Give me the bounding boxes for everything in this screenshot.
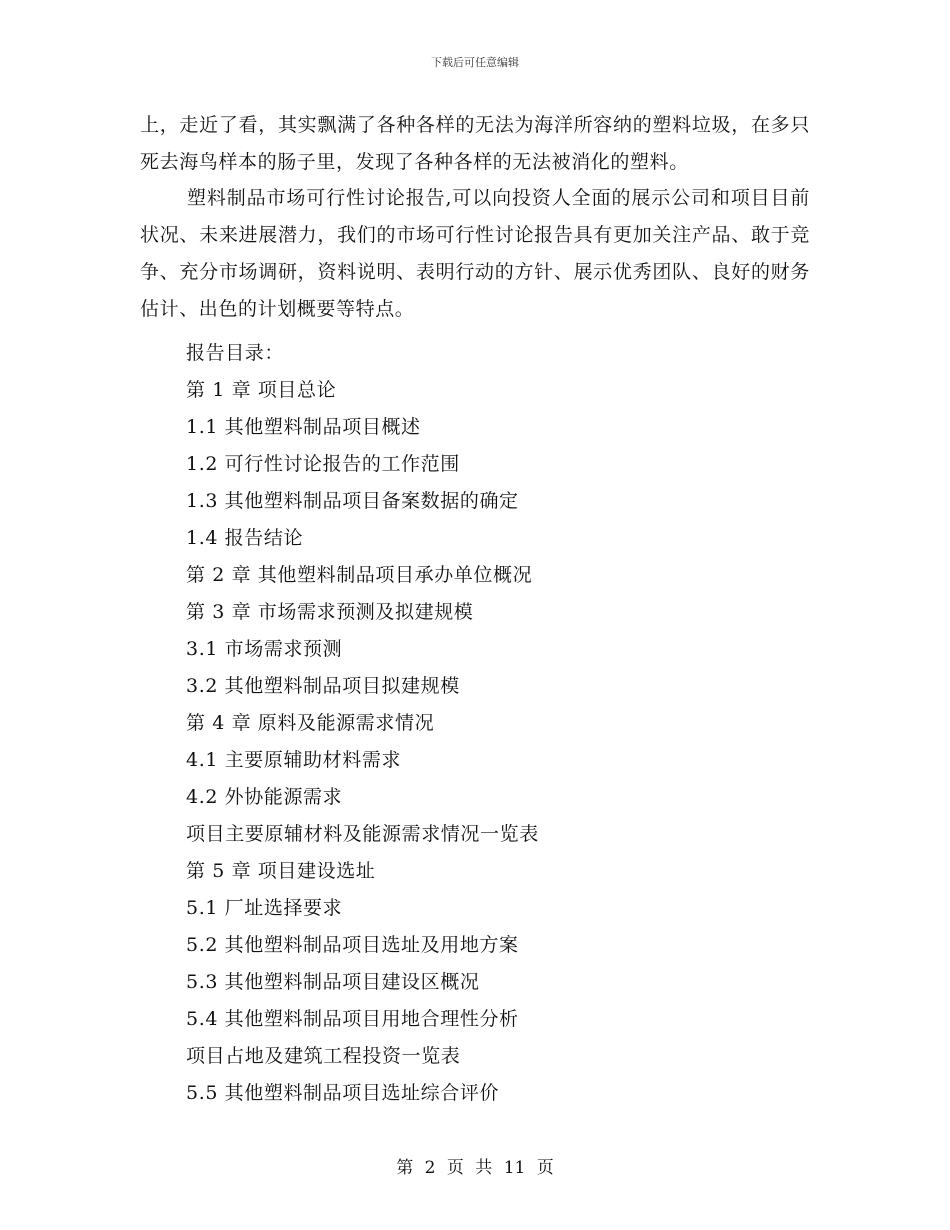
toc-item: 1.4 报告结论 [186,527,304,549]
toc-item: 项目主要原辅材料及能源需求情况一览表 [186,823,539,845]
toc-item: 第 5 章 项目建设选址 [186,860,376,882]
toc-item: 5.1 厂址选择要求 [186,897,343,919]
toc-item: 3.2 其他塑料制品项目拟建规模 [186,675,460,697]
toc-item: 5.5 其他塑料制品项目选址综合评价 [186,1082,500,1104]
toc-item: 第 2 章 其他塑料制品项目承办单位概况 [186,564,533,586]
toc-item: 1.2 可行性讨论报告的工作范围 [186,453,460,475]
toc-item: 4.2 外协能源需求 [186,786,343,808]
toc-item: 项目占地及建筑工程投资一览表 [186,1045,461,1067]
toc-heading: 报告目录： [186,342,285,364]
page-header-note: 下载后可任意编辑 [431,56,519,69]
toc-item: 1.3 其他塑料制品项目备案数据的确定 [186,490,519,512]
table-of-contents [186,335,806,1112]
paragraph-continuation: 上，走近了看，其实飘满了各种各样的无法为海洋所容纳的塑料垃圾，在多只死去海鸟样本的肠子里，发现了各种各样的无法被消化的塑料。 [140,114,810,173]
page-footer-pagination: 第 2 页 共 11 页 [396,1158,554,1178]
toc-item: 3.1 市场需求预测 [186,638,343,660]
toc-item: 5.3 其他塑料制品项目建设区概况 [186,971,480,993]
toc-item: 第 4 章 原料及能源需求情况 [186,712,435,734]
toc-item: 4.1 主要原辅助材料需求 [186,749,402,771]
toc-item: 第 3 章 市场需求预测及拟建规模 [186,601,474,623]
toc-item: 第 1 章 项目总论 [186,379,337,401]
toc-item: 5.2 其他塑料制品项目选址及用地方案 [186,934,519,956]
toc-item: 5.4 其他塑料制品项目用地合理性分析 [186,1008,519,1030]
paragraph-report-intro: 塑料制品市场可行性讨论报告,可以向投资人全面的展示公司和项目目前状况、未来进展潜力，我们的市场可行性讨论报告具有更加关注产品、敢于竞争、充分市场调研，资料说明、表明行动的方针、展示优秀团队、良好的财务估计、出色的计划概要等特点。 [140,187,810,320]
toc-item: 1.1 其他塑料制品项目概述 [186,416,421,438]
